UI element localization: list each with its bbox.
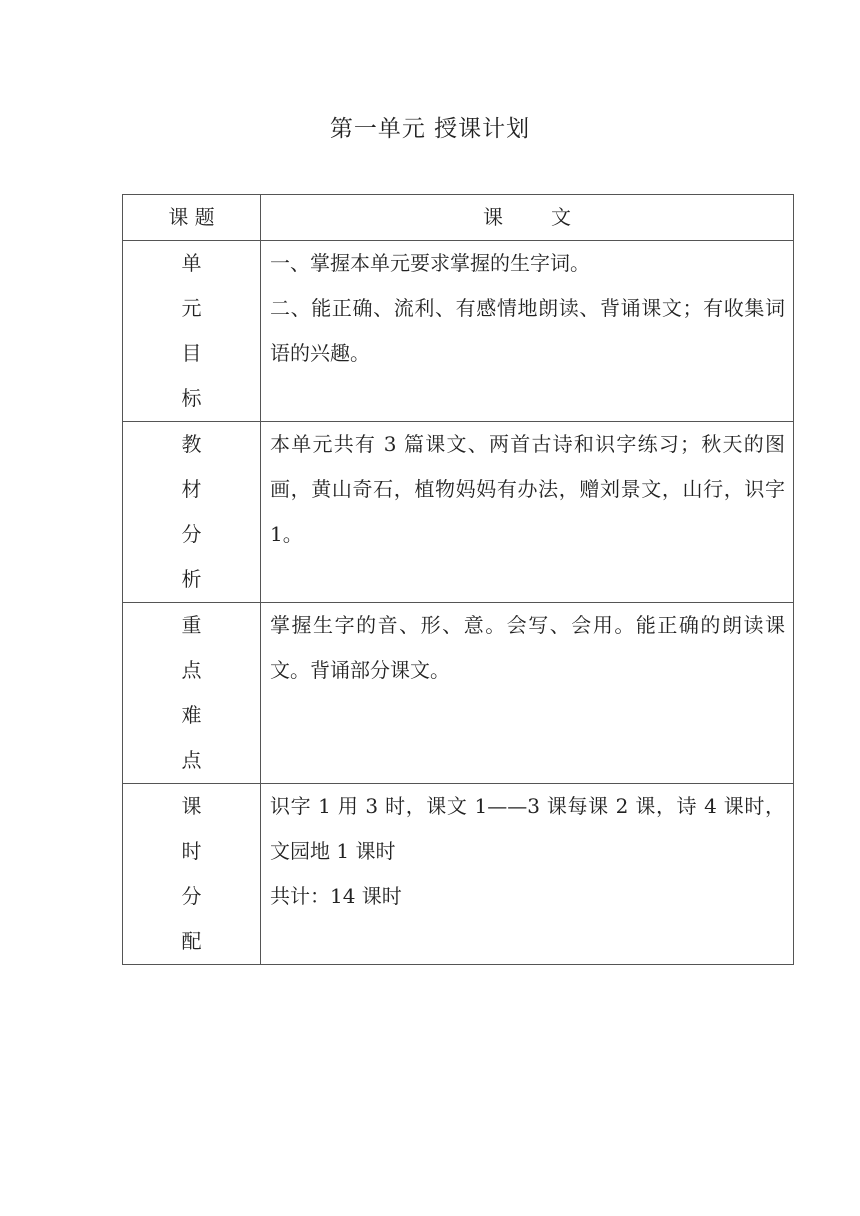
lesson-plan-table bbox=[122, 194, 794, 965]
row-content-key-difficulties bbox=[261, 603, 794, 784]
table-row-class-hours bbox=[123, 784, 794, 965]
header-text-b: 文 bbox=[551, 205, 571, 229]
page-title: 第一单元 授课计划 bbox=[329, 116, 531, 142]
label-char: 分 bbox=[181, 522, 202, 546]
label-char: 难 bbox=[181, 703, 202, 727]
label-char: 析 bbox=[181, 567, 202, 591]
header-topic: 课 题 bbox=[123, 195, 261, 241]
table-row-key-difficulties bbox=[123, 603, 794, 784]
table-row-unit-goals bbox=[123, 241, 794, 422]
row-content-material-analysis bbox=[261, 422, 794, 603]
content-line: 掌握生字的音、形、意。会写、会用。能正确的朗读课文。背诵部分课文。 bbox=[270, 613, 785, 682]
table-row-material-analysis bbox=[123, 422, 794, 603]
row-label-material-analysis bbox=[123, 422, 261, 603]
content-line: 识字 1 用 3 时，课文 1——3 课每课 2 课，诗 4 课时，文园地 1 课时 bbox=[270, 794, 785, 863]
content-line: 本单元共有 3 篇课文、两首古诗和识字练习；秋天的图画，黄山奇石，植物妈妈有办法，赠刘景文，山行，识字 1。 bbox=[270, 432, 785, 546]
row-content-unit-goals bbox=[261, 241, 794, 422]
content-line: 二、能正确、流利、有感情地朗读、背诵课文；有收集词语的兴趣。 bbox=[270, 296, 785, 365]
table-header-row bbox=[123, 195, 794, 241]
label-char: 教 bbox=[181, 432, 202, 456]
label-char: 点 bbox=[181, 748, 202, 772]
label-char: 元 bbox=[181, 296, 202, 320]
row-content-class-hours bbox=[261, 784, 794, 965]
label-char: 重 bbox=[181, 613, 202, 637]
label-char: 时 bbox=[181, 839, 202, 863]
label-char: 标 bbox=[181, 386, 202, 410]
content-line: 共计：14 课时 bbox=[270, 884, 402, 908]
label-char: 材 bbox=[181, 477, 202, 501]
label-char: 课 bbox=[181, 794, 202, 818]
content-line: 一、掌握本单元要求掌握的生字词。 bbox=[270, 251, 590, 275]
label-char: 单 bbox=[181, 251, 202, 275]
label-char: 点 bbox=[181, 658, 202, 682]
header-text bbox=[261, 195, 794, 241]
header-text-a: 课 bbox=[483, 205, 503, 229]
label-char: 配 bbox=[181, 929, 202, 953]
label-char: 目 bbox=[181, 341, 202, 365]
label-char: 分 bbox=[181, 884, 202, 908]
row-label-class-hours bbox=[123, 784, 261, 965]
row-label-unit-goals bbox=[123, 241, 261, 422]
row-label-key-difficulties bbox=[123, 603, 261, 784]
